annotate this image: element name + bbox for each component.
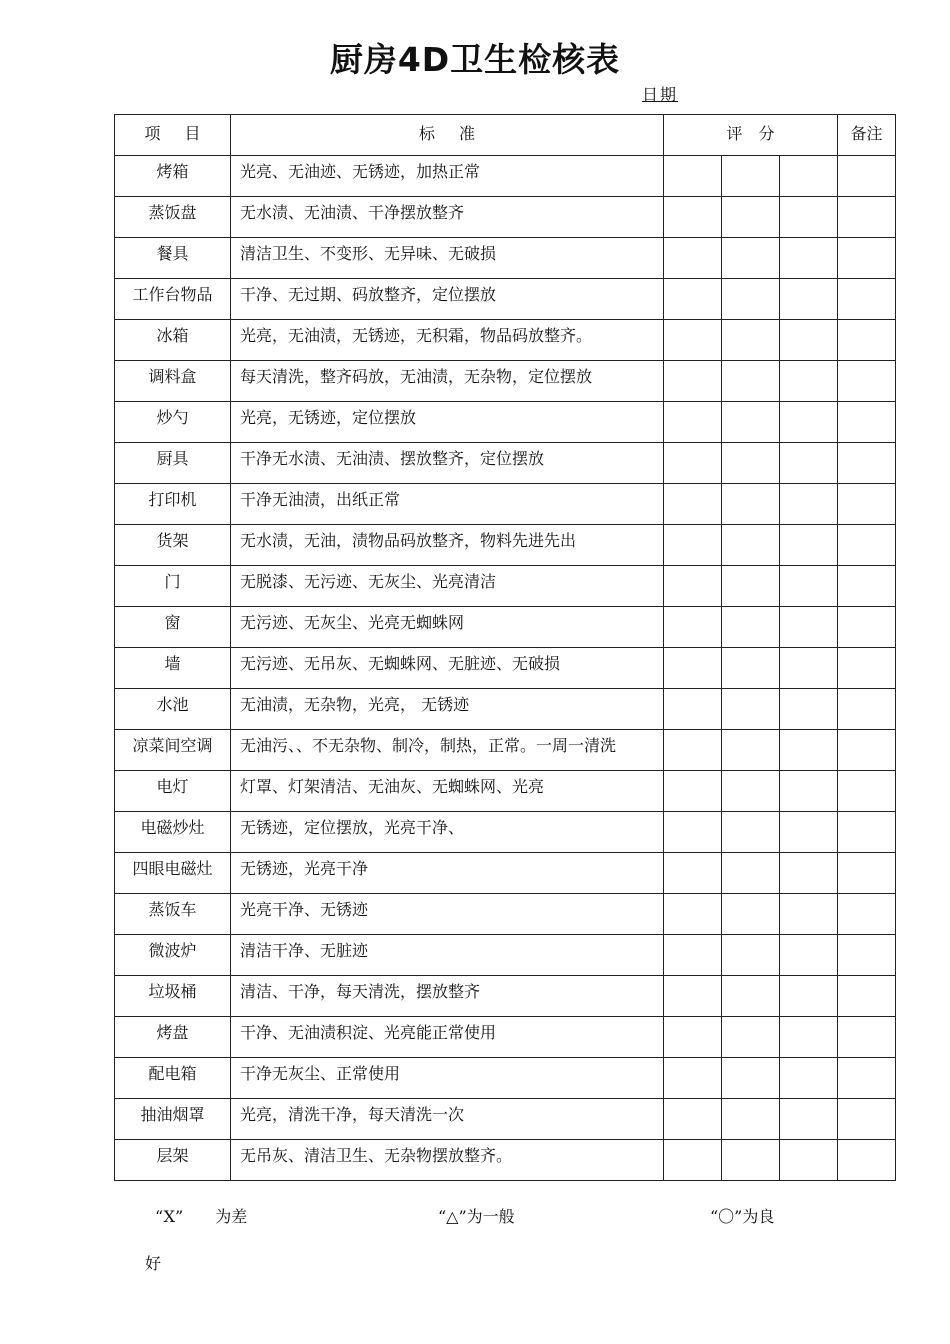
score-cell-1[interactable] — [664, 976, 722, 1017]
standard-cell: 无水渍、无油渍、干净摆放整齐 — [231, 197, 664, 238]
score-cell-3[interactable] — [780, 648, 838, 689]
table-row — [115, 1058, 896, 1099]
score-cell-1[interactable] — [664, 238, 722, 279]
remark-cell[interactable] — [838, 812, 896, 853]
standard-cell: 清洁干净、无脏迹 — [231, 935, 664, 976]
remark-cell[interactable] — [838, 1058, 896, 1099]
remark-cell[interactable] — [838, 197, 896, 238]
score-cell-2[interactable] — [722, 894, 780, 935]
score-cell-3[interactable] — [780, 525, 838, 566]
score-cell-1[interactable] — [664, 320, 722, 361]
score-cell-1[interactable] — [664, 648, 722, 689]
score-cell-3[interactable] — [780, 853, 838, 894]
header-row — [115, 115, 896, 156]
score-cell-2[interactable] — [722, 156, 780, 197]
item-cell: 微波炉 — [115, 935, 231, 976]
standard-cell: 无油渍，无杂物，光亮， 无锈迹 — [231, 689, 664, 730]
item-cell: 电磁炒灶 — [115, 812, 231, 853]
score-cell-3[interactable] — [780, 279, 838, 320]
item-cell: 层架 — [115, 1140, 231, 1181]
standard-cell: 光亮，清洗干净，每天清洗一次 — [231, 1099, 664, 1140]
standard-cell: 干净无灰尘、正常使用 — [231, 1058, 664, 1099]
score-cell-3[interactable] — [780, 156, 838, 197]
table-row — [115, 320, 896, 361]
table-row — [115, 1140, 896, 1181]
standard-cell: 无锈迹，光亮干净 — [231, 853, 664, 894]
score-cell-2[interactable] — [722, 935, 780, 976]
item-cell: 打印机 — [115, 484, 231, 525]
standard-cell: 光亮，无锈迹，定位摆放 — [231, 402, 664, 443]
table-row — [115, 402, 896, 443]
score-cell-3[interactable] — [780, 197, 838, 238]
score-cell-1[interactable] — [664, 525, 722, 566]
table-row — [115, 894, 896, 935]
item-cell: 凉菜间空调 — [115, 730, 231, 771]
table-body — [115, 156, 896, 1181]
item-cell: 餐具 — [115, 238, 231, 279]
item-cell: 门 — [115, 566, 231, 607]
item-cell: 货架 — [115, 525, 231, 566]
score-cell-3[interactable] — [780, 1058, 838, 1099]
score-cell-3[interactable] — [780, 238, 838, 279]
standard-cell: 干净无水渍、无油渍、摆放整齐，定位摆放 — [231, 443, 664, 484]
header-score: 评分 — [664, 115, 838, 156]
remark-cell[interactable] — [838, 361, 896, 402]
remark-cell[interactable] — [838, 648, 896, 689]
score-cell-1[interactable] — [664, 730, 722, 771]
header-remark: 备注 — [838, 115, 896, 156]
item-cell: 抽油烟罩 — [115, 1099, 231, 1140]
date-label: 日期 — [642, 85, 679, 104]
item-cell: 墙 — [115, 648, 231, 689]
standard-cell: 无锈迹，定位摆放，光亮干净、 — [231, 812, 664, 853]
score-cell-1[interactable] — [664, 771, 722, 812]
score-cell-2[interactable] — [722, 443, 780, 484]
score-cell-1[interactable] — [664, 1099, 722, 1140]
remark-cell[interactable] — [838, 853, 896, 894]
remark-cell[interactable] — [838, 525, 896, 566]
score-cell-3[interactable] — [780, 361, 838, 402]
standard-cell: 光亮，无油渍，无锈迹，无积霜，物品码放整齐。 — [231, 320, 664, 361]
table-row — [115, 853, 896, 894]
score-cell-2[interactable] — [722, 1099, 780, 1140]
score-cell-3[interactable] — [780, 771, 838, 812]
item-cell: 烤盘 — [115, 1017, 231, 1058]
legend-good-wrap: 好 — [145, 1254, 162, 1273]
item-cell: 电灯 — [115, 771, 231, 812]
item-cell: 蒸饭车 — [115, 894, 231, 935]
item-cell: 炒勺 — [115, 402, 231, 443]
standard-cell: 无吊灰、清洁卫生、无杂物摆放整齐。 — [231, 1140, 664, 1181]
remark-cell[interactable] — [838, 443, 896, 484]
header-item: 项目 — [115, 115, 231, 156]
standard-cell: 干净、无过期、码放整齐，定位摆放 — [231, 279, 664, 320]
score-cell-3[interactable] — [780, 730, 838, 771]
score-cell-3[interactable] — [780, 402, 838, 443]
table-row — [115, 771, 896, 812]
score-cell-2[interactable] — [722, 361, 780, 402]
remark-cell[interactable] — [838, 894, 896, 935]
standard-cell: 清洁、干净，每天清洗，摆放整齐 — [231, 976, 664, 1017]
table-row — [115, 689, 896, 730]
score-cell-3[interactable] — [780, 935, 838, 976]
score-cell-3[interactable] — [780, 566, 838, 607]
score-cell-1[interactable] — [664, 894, 722, 935]
table-row — [115, 525, 896, 566]
score-cell-1[interactable] — [664, 443, 722, 484]
standard-cell: 干净无油渍，出纸正常 — [231, 484, 664, 525]
table-row — [115, 361, 896, 402]
standard-cell: 干净、无油渍积淀、光亮能正常使用 — [231, 1017, 664, 1058]
score-cell-3[interactable] — [780, 976, 838, 1017]
score-cell-1[interactable] — [664, 361, 722, 402]
item-cell: 冰箱 — [115, 320, 231, 361]
standard-cell: 每天清洗，整齐码放，无油渍，无杂物，定位摆放 — [231, 361, 664, 402]
score-cell-3[interactable] — [780, 320, 838, 361]
score-cell-2[interactable] — [722, 566, 780, 607]
table-row — [115, 566, 896, 607]
remark-cell[interactable] — [838, 730, 896, 771]
score-cell-2[interactable] — [722, 1058, 780, 1099]
table-row — [115, 443, 896, 484]
legend-normal: “△”为一般 — [438, 1207, 515, 1226]
remark-cell[interactable] — [838, 279, 896, 320]
remark-cell[interactable] — [838, 320, 896, 361]
score-cell-2[interactable] — [722, 238, 780, 279]
score-cell-3[interactable] — [780, 812, 838, 853]
score-cell-1[interactable] — [664, 156, 722, 197]
score-cell-2[interactable] — [722, 730, 780, 771]
item-cell: 四眼电磁灶 — [115, 853, 231, 894]
page-title: 厨房4D卫生检核表 — [329, 40, 621, 79]
table-row — [115, 484, 896, 525]
score-cell-2[interactable] — [722, 320, 780, 361]
standard-cell: 清洁卫生、不变形、无异味、无破损 — [231, 238, 664, 279]
table-row — [115, 812, 896, 853]
table-row — [115, 648, 896, 689]
standard-cell: 无油污、、不无杂物、制冷，制热，正常。一周一清洗 — [231, 730, 664, 771]
score-cell-2[interactable] — [722, 1140, 780, 1181]
score-cell-2[interactable] — [722, 1017, 780, 1058]
remark-cell[interactable] — [838, 771, 896, 812]
standard-cell: 无脱漆、无污迹、无灰尘、光亮清洁 — [231, 566, 664, 607]
score-cell-1[interactable] — [664, 1058, 722, 1099]
standard-cell: 光亮、无油迹、无锈迹，加热正常 — [231, 156, 664, 197]
legend-good: “〇”为良 — [710, 1207, 775, 1226]
table-row — [115, 976, 896, 1017]
score-cell-1[interactable] — [664, 1017, 722, 1058]
table-row — [115, 730, 896, 771]
standard-cell: 无水渍，无油，渍物品码放整齐，物料先进先出 — [231, 525, 664, 566]
table-row — [115, 238, 896, 279]
item-cell: 水池 — [115, 689, 231, 730]
score-cell-2[interactable] — [722, 812, 780, 853]
score-cell-3[interactable] — [780, 484, 838, 525]
item-cell: 调料盒 — [115, 361, 231, 402]
score-cell-2[interactable] — [722, 976, 780, 1017]
score-cell-2[interactable] — [722, 607, 780, 648]
score-cell-1[interactable] — [664, 279, 722, 320]
remark-cell[interactable] — [838, 484, 896, 525]
legend-bad: “X” 为差 — [155, 1207, 248, 1226]
score-cell-3[interactable] — [780, 443, 838, 484]
item-cell: 配电箱 — [115, 1058, 231, 1099]
score-cell-3[interactable] — [780, 1099, 838, 1140]
score-cell-2[interactable] — [722, 402, 780, 443]
inspection-table — [114, 114, 896, 1181]
score-cell-1[interactable] — [664, 607, 722, 648]
score-cell-2[interactable] — [722, 648, 780, 689]
score-cell-3[interactable] — [780, 1140, 838, 1181]
score-cell-1[interactable] — [664, 566, 722, 607]
item-cell: 窗 — [115, 607, 231, 648]
table-row — [115, 197, 896, 238]
item-cell: 垃圾桶 — [115, 976, 231, 1017]
score-cell-3[interactable] — [780, 1017, 838, 1058]
remark-cell[interactable] — [838, 156, 896, 197]
item-cell: 工作台物品 — [115, 279, 231, 320]
standard-cell: 无污迹、无灰尘、光亮无蜘蛛网 — [231, 607, 664, 648]
score-cell-3[interactable] — [780, 894, 838, 935]
score-cell-1[interactable] — [664, 812, 722, 853]
remark-cell[interactable] — [838, 607, 896, 648]
score-cell-2[interactable] — [722, 484, 780, 525]
remark-cell[interactable] — [838, 1017, 896, 1058]
score-cell-1[interactable] — [664, 689, 722, 730]
remark-cell[interactable] — [838, 238, 896, 279]
standard-cell: 灯罩、灯架清洁、无油灰、无蜘蛛网、光亮 — [231, 771, 664, 812]
score-cell-1[interactable] — [664, 402, 722, 443]
table-row — [115, 935, 896, 976]
score-cell-2[interactable] — [722, 689, 780, 730]
score-cell-2[interactable] — [722, 853, 780, 894]
item-cell: 厨具 — [115, 443, 231, 484]
score-cell-1[interactable] — [664, 853, 722, 894]
remark-cell[interactable] — [838, 1140, 896, 1181]
score-cell-2[interactable] — [722, 197, 780, 238]
score-cell-1[interactable] — [664, 935, 722, 976]
score-cell-2[interactable] — [722, 279, 780, 320]
remark-cell[interactable] — [838, 402, 896, 443]
table-row — [115, 1017, 896, 1058]
score-cell-2[interactable] — [722, 525, 780, 566]
table-row — [115, 279, 896, 320]
table-row — [115, 1099, 896, 1140]
item-cell: 蒸饭盘 — [115, 197, 231, 238]
remark-cell[interactable] — [838, 689, 896, 730]
score-cell-2[interactable] — [722, 771, 780, 812]
score-cell-1[interactable] — [664, 197, 722, 238]
score-cell-3[interactable] — [780, 689, 838, 730]
table-row — [115, 156, 896, 197]
score-cell-1[interactable] — [664, 1140, 722, 1181]
score-cell-3[interactable] — [780, 607, 838, 648]
remark-cell[interactable] — [838, 1099, 896, 1140]
table-row — [115, 607, 896, 648]
standard-cell: 无污迹、无吊灰、无蜘蛛网、无脏迹、无破损 — [231, 648, 664, 689]
item-cell: 烤箱 — [115, 156, 231, 197]
remark-cell[interactable] — [838, 976, 896, 1017]
standard-cell: 光亮干净、无锈迹 — [231, 894, 664, 935]
header-standard: 标准 — [231, 115, 664, 156]
remark-cell[interactable] — [838, 935, 896, 976]
remark-cell[interactable] — [838, 566, 896, 607]
score-cell-1[interactable] — [664, 484, 722, 525]
